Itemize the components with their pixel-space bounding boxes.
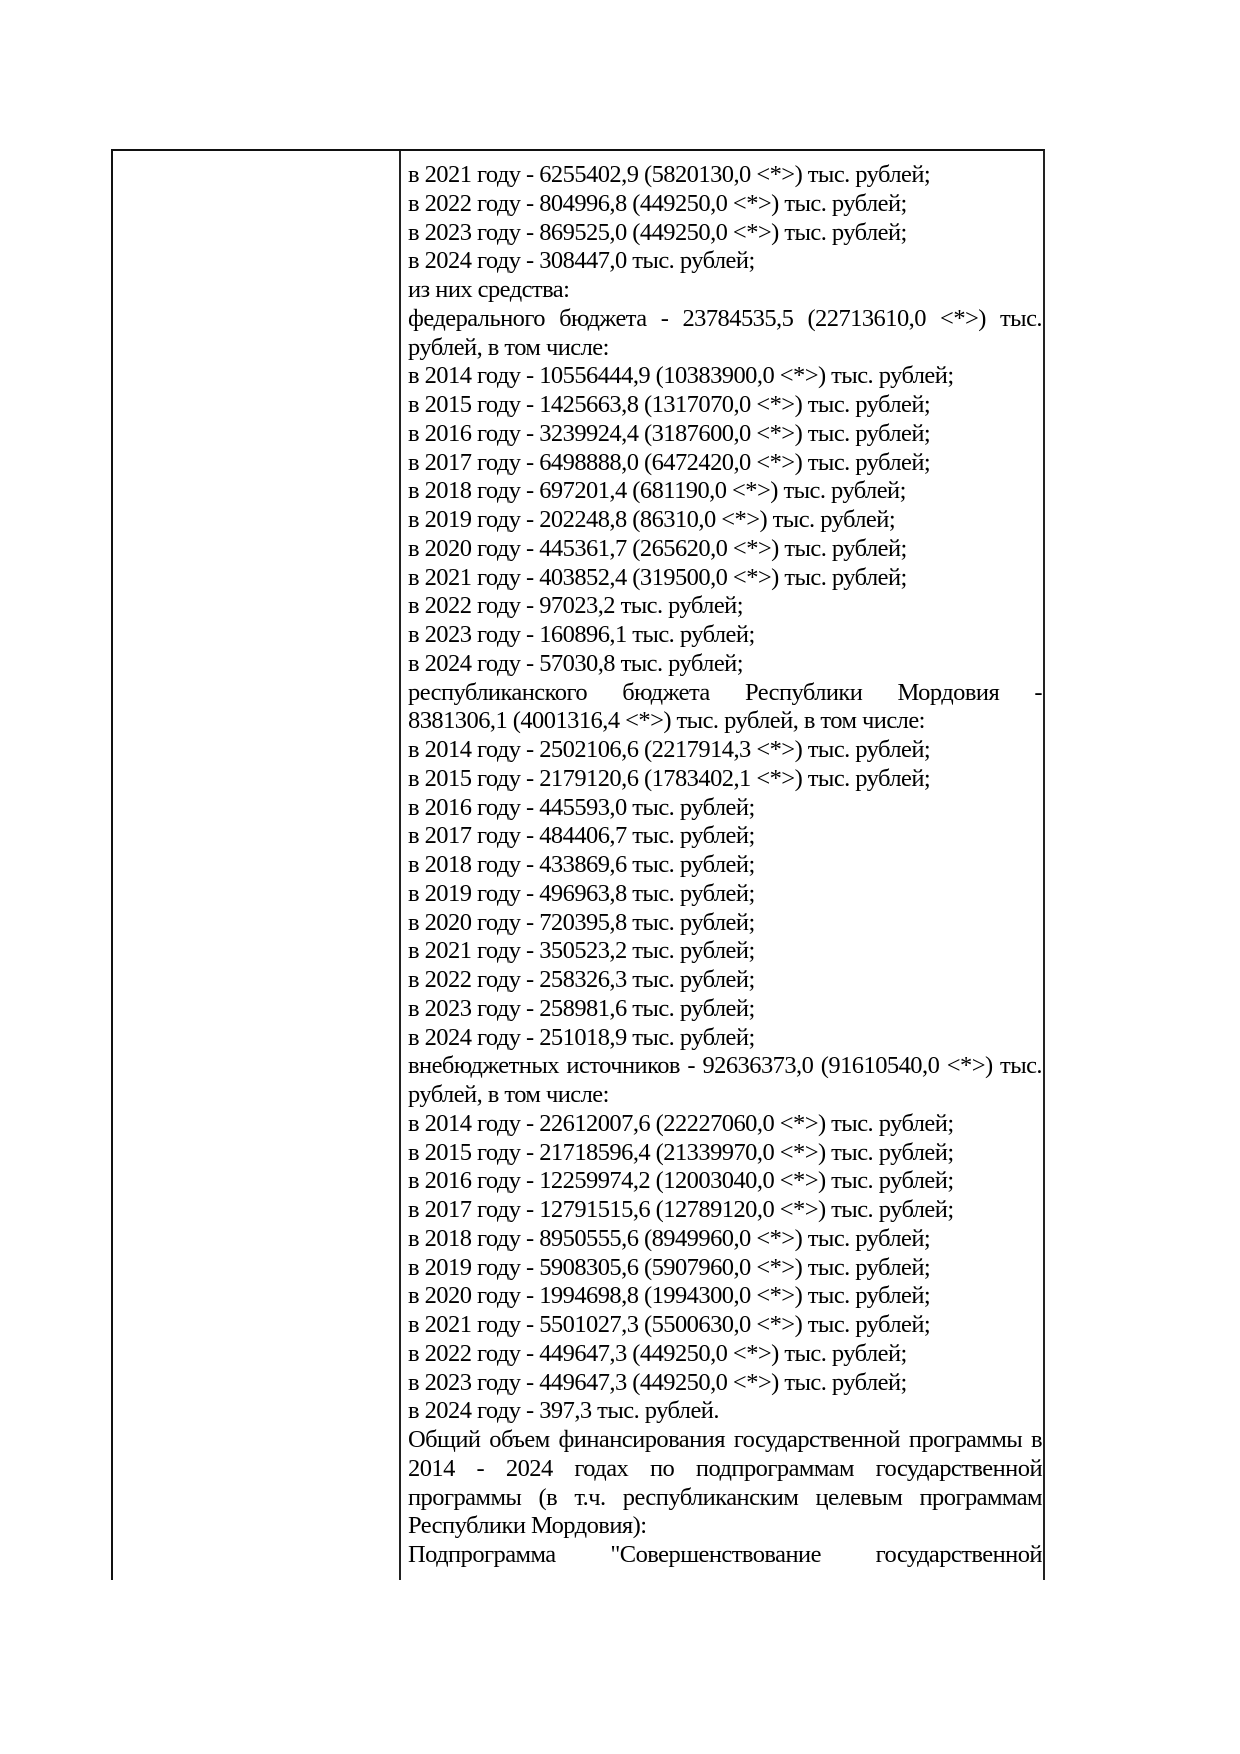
extrabudgetary-section <box>408 1052 1042 1426</box>
year-line: в 2021 году - 6255402,9 (5820130,0 <*>) тыс. рублей; <box>408 161 931 188</box>
continued-year-list <box>408 161 1042 276</box>
program-passport-table <box>111 149 1045 1580</box>
year-line: в 2016 году - 445593,0 тыс. рублей; <box>408 793 755 821</box>
table-right-cell <box>408 161 1042 1570</box>
table-left-cell <box>113 151 401 1580</box>
year-line: в 2018 году - 697201,4 (681190,0 <*>) тыс. рублей; <box>408 477 906 505</box>
year-line: в 2016 году - 3239924,4 (3187600,0 <*>) тыс. рублей; <box>408 419 931 447</box>
year-line: в 2022 году - 449647,3 (449250,0 <*>) тыс. рублей; <box>408 1339 907 1367</box>
federal-budget-heading: федерального бюджета - 23784535,5 (22713610,0 <*>) тыс. рублей, в том числе: <box>408 304 1042 361</box>
year-line: в 2018 году - 433869,6 тыс. рублей; <box>408 851 755 878</box>
year-line: в 2019 году - 5908305,6 (5907960,0 <*>) тыс. рублей; <box>408 1253 931 1281</box>
year-line: в 2015 году - 21718596,4 (21339970,0 <*>) тыс. рублей; <box>408 1138 954 1166</box>
year-line: в 2020 году - 1994698,8 (1994300,0 <*>) тыс. рублей; <box>408 1282 931 1310</box>
year-line: в 2017 году - 6498888,0 (6472420,0 <*>) тыс. рублей; <box>408 448 931 476</box>
year-line: в 2016 году - 12259974,2 (12003040,0 <*>) тыс. рублей; <box>408 1167 954 1195</box>
year-line: в 2024 году - 57030,8 тыс. рублей; <box>408 649 743 677</box>
year-line: в 2014 году - 10556444,9 (10383900,0 <*>) тыс. рублей; <box>408 362 954 390</box>
year-line: в 2023 году - 869525,0 (449250,0 <*>) тыс. рублей; <box>408 218 907 246</box>
year-line: в 2023 году - 449647,3 (449250,0 <*>) тыс. рублей; <box>408 1368 907 1396</box>
federal-budget-section <box>408 305 1042 679</box>
year-line: в 2015 году - 2179120,6 (1783402,1 <*>) тыс. рублей; <box>408 764 931 792</box>
republican-budget-heading-line2: 8381306,1 (4001316,4 <*>) тыс. рублей, в том числе: <box>408 707 925 735</box>
year-line: в 2018 году - 8950555,6 (8949960,0 <*>) тыс. рублей; <box>408 1224 931 1252</box>
republican-budget-heading-line1: республиканского бюджета Республики Мордовия - <box>408 678 1042 706</box>
year-line: в 2024 году - 397,3 тыс. рублей. <box>408 1397 719 1425</box>
year-line: в 2017 году - 484406,7 тыс. рублей; <box>408 822 755 850</box>
year-line: в 2020 году - 445361,7 (265620,0 <*>) тыс. рублей; <box>408 534 907 562</box>
year-line: в 2022 году - 804996,8 (449250,0 <*>) тыс. рублей; <box>408 189 907 217</box>
year-line: в 2021 году - 5501027,3 (5500630,0 <*>) тыс. рублей; <box>408 1311 931 1338</box>
year-line: в 2023 году - 258981,6 тыс. рублей; <box>408 994 755 1022</box>
year-line: в 2015 году - 1425663,8 (1317070,0 <*>) тыс. рублей; <box>408 391 931 418</box>
extrabudgetary-heading: внебюджетных источников - 92636373,0 (91610540,0 <*>) тыс. рублей, в том числе: <box>408 1052 1042 1108</box>
year-line: в 2021 году - 350523,2 тыс. рублей; <box>408 937 755 965</box>
year-line: в 2020 году - 720395,8 тыс. рублей; <box>408 908 755 936</box>
total-volume-paragraph: Общий объем финансирования государственной программы в 2014 - 2024 годах по подпрограммам государственной программы (в т.ч. республиканским целевым программам Республики Мордовия): <box>408 1426 1042 1540</box>
of-them-label: из них средства: <box>408 276 570 303</box>
year-line: в 2019 году - 202248,8 (86310,0 <*>) тыс. рублей; <box>408 506 896 533</box>
year-line: в 2024 году - 308447,0 тыс. рублей; <box>408 247 755 275</box>
year-line: в 2014 году - 22612007,6 (22227060,0 <*>) тыс. рублей; <box>408 1109 954 1137</box>
year-line: в 2021 году - 403852,4 (319500,0 <*>) тыс. рублей; <box>408 563 907 591</box>
year-line: в 2019 году - 496963,8 тыс. рублей; <box>408 879 755 907</box>
republican-budget-section <box>408 679 1042 1053</box>
year-line: в 2022 году - 258326,3 тыс. рублей; <box>408 966 755 993</box>
year-line: в 2017 году - 12791515,6 (12789120,0 <*>) тыс. рублей; <box>408 1196 954 1223</box>
year-line: в 2014 году - 2502106,6 (2217914,3 <*>) тыс. рублей; <box>408 736 931 763</box>
year-line: в 2024 году - 251018,9 тыс. рублей; <box>408 1023 755 1051</box>
subprogram-heading: Подпрограмма "Совершенствование государственной <box>408 1541 1042 1568</box>
year-line: в 2022 году - 97023,2 тыс. рублей; <box>408 592 743 620</box>
year-line: в 2023 году - 160896,1 тыс. рублей; <box>408 621 755 648</box>
